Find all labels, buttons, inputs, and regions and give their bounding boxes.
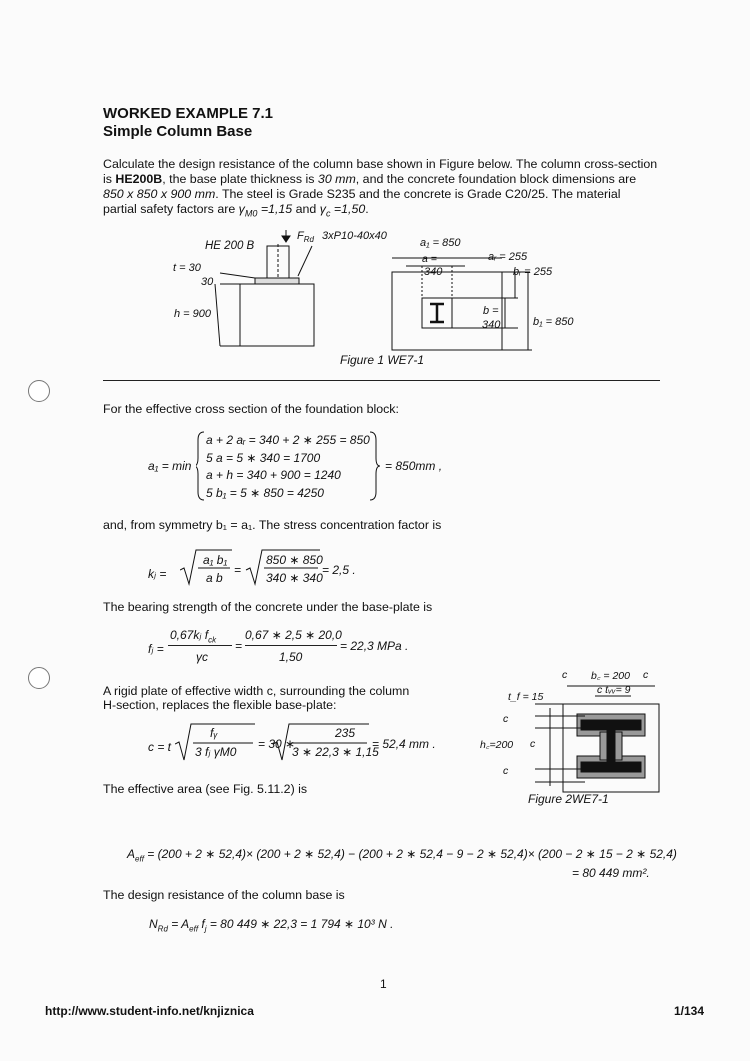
fig2-c-2: c [530, 738, 536, 750]
eq-c-den1: 3 fⱼ γM0 [195, 745, 237, 759]
text-rigid-plate-2: H-section, replaces the flexible base-plate: [103, 698, 337, 712]
fig1-a1: a₁ = 850 [420, 237, 461, 249]
eq-fj-bar1 [168, 645, 232, 646]
eq-kj-den1: a b [206, 571, 223, 585]
eq-kj-lhs: kⱼ = [148, 567, 167, 581]
fig2-c-left: c [562, 669, 568, 681]
fig1-ar: aᵣ = 255 [488, 251, 528, 263]
eq-c-mid: = 30 ∗ [258, 737, 296, 751]
eq-fj-den1: γc [196, 650, 208, 664]
eq-c-lhs: c = t [148, 740, 172, 754]
eq-kj-num1: a₁ b₁ [203, 553, 228, 567]
fig1-caption: Figure 1 WE7-1 [340, 353, 425, 367]
eq-fj-result: = 22,3 MPa . [340, 639, 409, 653]
fig1-h: h = 900 [174, 308, 212, 320]
eq-fj-den2: 1,50 [279, 650, 303, 664]
fig2-hc: h꜀=200 [480, 739, 514, 751]
eq-nrd: $N_{Rd} = A_{eff}$ $f_j = 80$ 449 ∗ 22,3 = 1 794 ∗ 10³ N . [149, 917, 394, 934]
eq-fj-num1: 0,67kⱼ $f_{ck}$ [170, 628, 217, 645]
text-bearing: The bearing strength of the concrete under the base-plate is [103, 600, 433, 614]
eq-fj-bar2 [245, 645, 337, 646]
fig1-b1: b₁ = 850 [533, 316, 574, 328]
fig2-tf: t_f = 15 [508, 691, 544, 703]
divider [103, 380, 660, 381]
eq-kj-eq: = [234, 563, 242, 577]
page-number: 1 [380, 977, 387, 991]
example-title: WORKED EXAMPLE 7.1 [103, 105, 274, 122]
eq-fj-num2: 0,67 ∗ 2,5 ∗ 20,0 [245, 628, 342, 642]
page-count: 1/134 [674, 1004, 705, 1018]
eq-aeff-line2: = 80 449 mm². [572, 866, 650, 880]
text-design-resistance: The design resistance of the column base is [103, 888, 345, 902]
fig2-tw: c tᵥᵥ= 9 [597, 684, 631, 696]
eq-a1-rows: a + 2 aᵣ = 340 + 2 ∗ 255 = 850 5 a = 5 ∗ 340 = 1700 a + h = 340 + 900 = 1240 5 b₁ = 5 ∗ 850 = 4250 [206, 433, 370, 500]
fig1-column-label: HE 200 B [205, 240, 255, 252]
punch-hole [28, 380, 50, 402]
fig1-b: b = [483, 305, 499, 317]
fig1-30: 30 [201, 276, 214, 288]
punch-hole [28, 667, 50, 689]
fig1-force: $F_{Rd}$ [297, 230, 314, 245]
intro-paragraph: Calculate the design resistance of the column base shown in Figure below. The column cross-section is HE200B, the base plate thickness is 30 mm, and the concrete foundation block dimensions are 850 x 850 x 900 mm. The steel is Grade S235 and the concrete is Grade C20/25. The material partial safety factors are $\gamma_{M0} =1,15$ and $\gamma_c =1,50$. [103, 157, 658, 219]
eq-c-result: = 52,4 mm . [372, 737, 436, 751]
fig1-b-val: 340 [482, 319, 501, 331]
eq-kj-den2: 340 ∗ 340 [266, 571, 323, 585]
eq-a1-rhs: = 850mm , [385, 459, 443, 473]
source-url[interactable]: http://www.student-info.net/knjiznica [45, 1004, 254, 1018]
fig1-br: bᵣ = 255 [513, 266, 553, 278]
eq-kj-result: = 2,5 . [322, 563, 356, 577]
text-rigid-plate-1: A rigid plate of effective width c, surrounding the column [103, 684, 410, 698]
eq-c-den2: 3 ∗ 22,3 ∗ 1,15 [292, 745, 379, 759]
eq-c-num1: fᵧ [210, 726, 218, 740]
text-effective-area: The effective area (see Fig. 5.11.2) is [103, 782, 308, 796]
eq-aeff-line1: $A_{eff} = (200 + 2$ ∗ 52,4)× (200 + 2 ∗ 52,4) − (200 + 2 ∗ 52,4 − 9 − 2 ∗ 52,4)× (200 − 2 ∗ 15 − 2 ∗ 52,4) [127, 847, 677, 864]
text-effective-section: For the effective cross section of the foundation block: [103, 402, 399, 416]
fig2-c-1: c [503, 713, 509, 725]
fig2-caption: Figure 2WE7-1 [528, 792, 609, 806]
eq-fj-eq: = [235, 639, 243, 653]
eq-c-num2: 235 [335, 726, 356, 740]
fig1-bolts: 3xP10-40x40 [322, 230, 387, 242]
eq-fj-lhs: fⱼ = [148, 642, 164, 656]
fig1-a: a = [422, 253, 437, 265]
example-subtitle: Simple Column Base [103, 123, 253, 140]
text-symmetry: and, from symmetry b₁ = a₁. The stress concentration factor is [103, 518, 442, 532]
fig1-t: t = 30 [173, 262, 201, 274]
fig2-c-right: c [643, 669, 649, 681]
eq-kj-num2: 850 ∗ 850 [266, 553, 323, 567]
fig1-a-val: 340 [424, 266, 443, 278]
fig2-c-3: c [503, 765, 509, 777]
fig2-bc: b꜀ = 200 [591, 670, 630, 682]
eq-a1-lhs: a₁ = min [148, 459, 192, 473]
